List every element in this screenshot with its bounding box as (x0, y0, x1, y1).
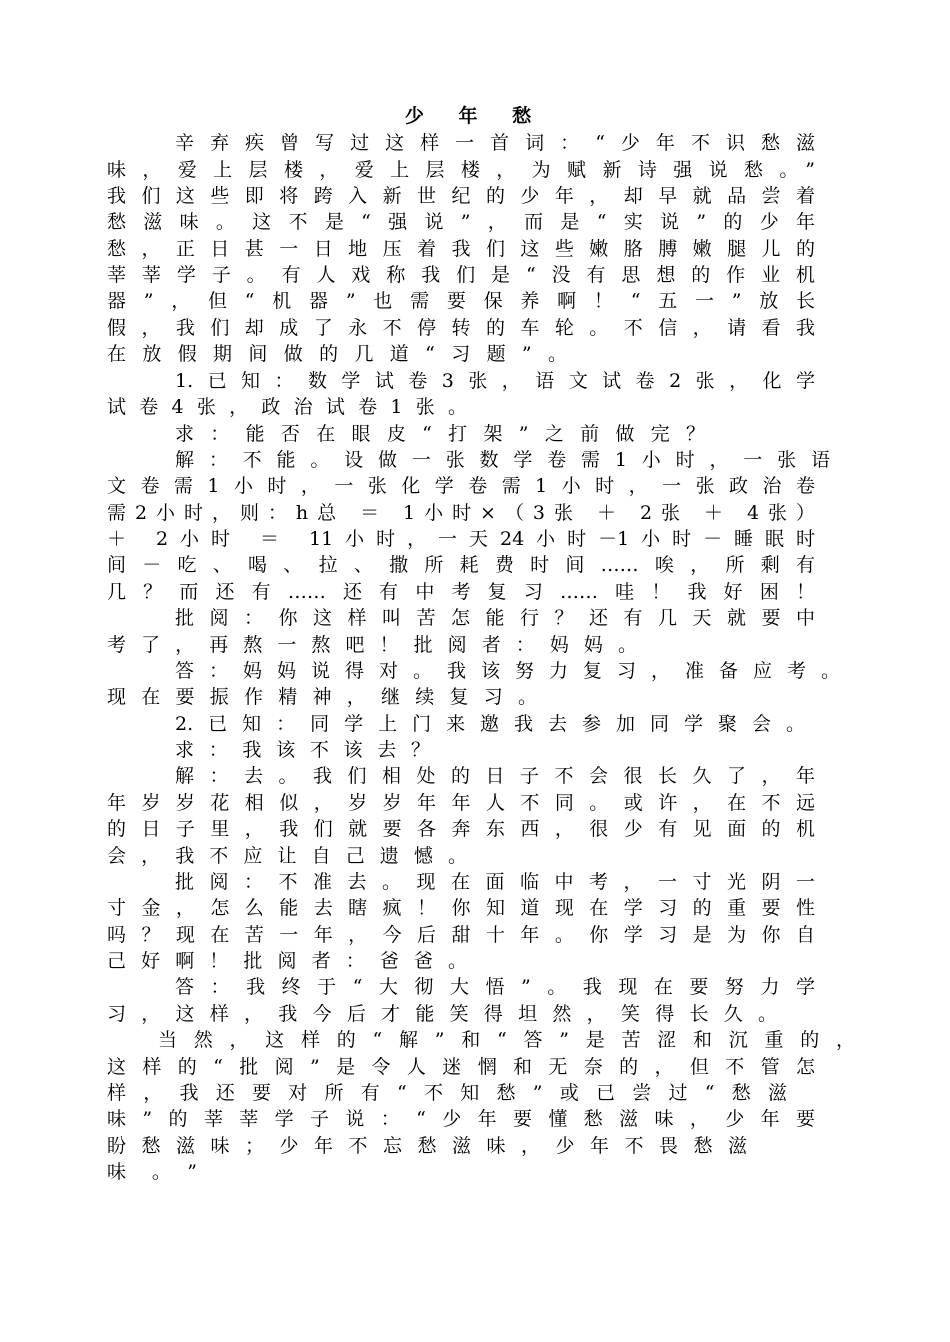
essay-line: 1.已知：数学试卷3张，语文试卷2张，化学 (175, 370, 815, 392)
essay-line: 假，我们却成了永不停转的车轮。不信，请看我 (107, 317, 815, 339)
essay-line: 批阅：你这样叫苦怎能行？还有几天就要中 (175, 607, 815, 629)
essay-line: 求：能否在眼皮“打架”之前做完？ (175, 423, 705, 445)
essay-line: 我们这些即将跨入新世纪的少年，却早就品尝着 (107, 185, 815, 207)
essay-line: 文卷需1小时，一张化学卷需1小时，一张政治卷 (107, 475, 815, 497)
essay-line: 的日子里，我们就要各奔东西，很少有见面的机 (107, 818, 815, 840)
essay-line: 器”，但“机器”也需要保养啊！“五一”放长 (107, 290, 815, 312)
essay-line: 现在要振作精神，继续复习。 (107, 686, 537, 708)
essay-line: 考了，再熬一熬吧！批阅者：妈妈。 (107, 634, 637, 656)
essay-line: 吗？现在苦一年，今后甜十年。你学习是为你自 (107, 924, 815, 946)
essay-line: 会，我不应让自己遗憾。 (107, 845, 467, 867)
essay-line: ＋ 2小时 ＝ 11小时，一天24小时－1小时－睡眠时 (107, 528, 815, 550)
essay-line: 答：我终于“大彻大悟”。我现在要努力学 (175, 976, 815, 998)
essay-line: 需2小时，则：h总 ＝ 1小时×（3张 ＋ 2张 ＋ 4张） (107, 502, 815, 524)
essay-line: 几？而还有……还有中考复习……哇！我好困！ (107, 581, 815, 603)
essay-line: 求：我该不该去？ (175, 739, 430, 761)
essay-line: 当然，这样的“解”和“答”是苦涩和沉重的， (158, 1029, 855, 1051)
essay-line: 在放假期间做的几道“习题”。 (107, 343, 567, 365)
essay-line: 解：不能。设做一张数学卷需1小时，一张语 (175, 449, 830, 471)
essay-title: 少 年 愁 (404, 105, 546, 127)
essay-line: 习，这样，我今后才能笑得坦然，笑得长久。 (107, 1003, 777, 1025)
essay-line: 年岁岁花相似，岁岁年年人不同。或许，在不远 (107, 792, 815, 814)
essay-line: 愁滋味。这不是“强说”，而是“实说”的少年 (107, 211, 815, 233)
essay-line: 批阅：不准去。现在面临中考，一寸光阴一 (175, 871, 815, 893)
essay-line: 愁，正日甚一日地压着我们这些嫩胳膊嫩腿儿的 (107, 238, 815, 260)
essay-line: 盼愁滋味；少年不忘愁滋味，少年不畏愁滋 (107, 1135, 747, 1157)
essay-line: 味。” (107, 1161, 197, 1183)
essay-line: 试卷4张，政治试卷1张。 (107, 396, 467, 418)
essay-line: 辛弃疾曾写过这样一首词：“少年不识愁滋 (175, 132, 815, 154)
essay-line: 味”的莘莘学子说：“少年要懂愁滋味，少年要 (107, 1108, 815, 1130)
essay-line: 间－吃、喝、拉、撒所耗费时间……唉，所剩有 (107, 554, 815, 576)
essay-line: 味，爱上层楼，爱上层楼，为赋新诗强说愁。” (107, 159, 815, 181)
essay-line: 己好啊！批阅者：爸爸。 (107, 950, 467, 972)
essay-line: 样，我还要对所有“不知愁”或已尝过“愁滋 (107, 1082, 787, 1104)
essay-line: 寸金，怎么能去瞎疯！你知道现在学习的重要性 (107, 897, 815, 919)
essay-line: 这样的“批阅”是令人迷惘和无奈的，但不管怎 (107, 1056, 815, 1078)
essay-line: 答：妈妈说得对。我该努力复习，准备应考。 (175, 660, 840, 682)
essay-line: 2.已知：同学上门来邀我去参加同学聚会。 (175, 713, 805, 735)
essay-line: 解：去。我们相处的日子不会很长久了，年 (175, 765, 815, 787)
essay-line: 莘莘学子。有人戏称我们是“没有思想的作业机 (107, 264, 815, 286)
